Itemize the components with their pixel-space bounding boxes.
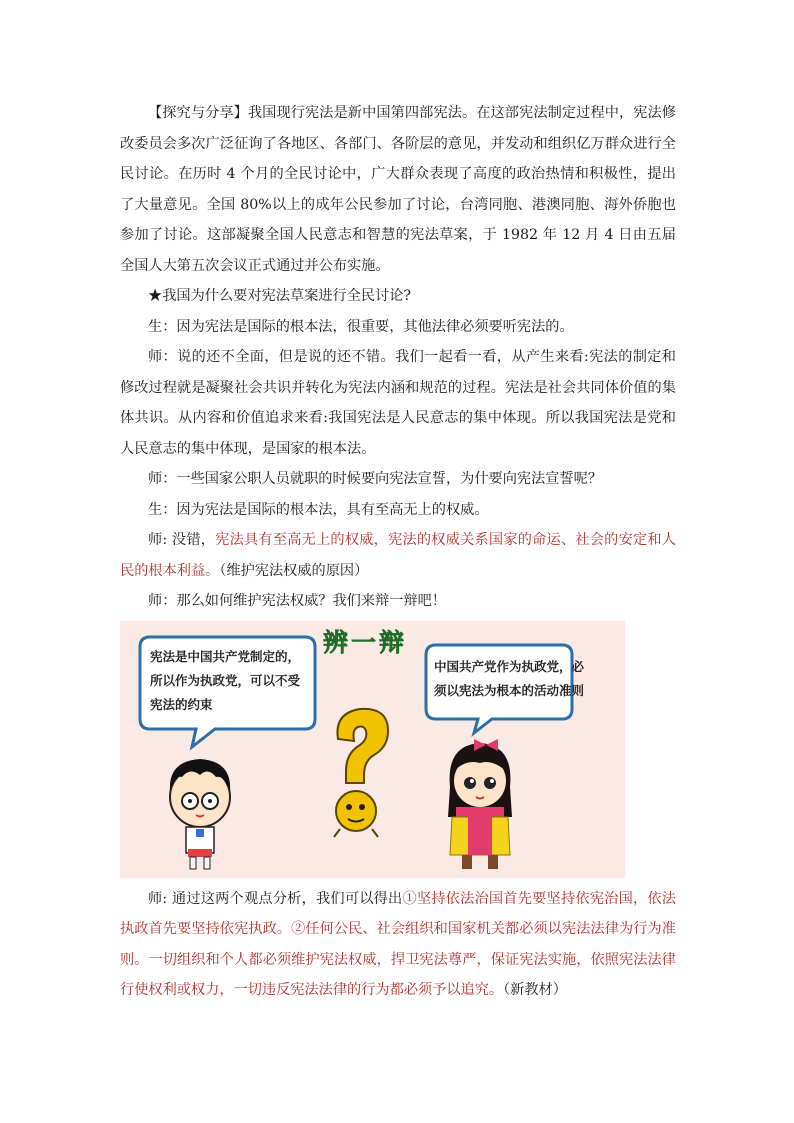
conclusion-prefix: 师: 通过这两个观点分析，我们可以得出 (148, 890, 403, 907)
highlight-authority: 宪法具有至高无上的权威，宪法的权威关系国家的命运、社会的安定和人民的根本利益。 (120, 532, 676, 579)
left-bubble-line-3: 宪法的约束 (150, 696, 213, 712)
teacher-question-3: 师：那么如何维护宪法权威？我们来辩一辩吧！ (148, 593, 446, 609)
boy-character (170, 759, 230, 869)
right-bubble-line-1: 中国共产党作为执政党，必 (434, 658, 585, 674)
paragraph-explore-share: 【探究与分享】我国现行宪法是新中国第四部宪法。在这部宪法制定过程中，宪法修改委员会多次广泛征询了各地区、各部门、各阶层的意见，并发动和组织亿万群众进行全民讨论。在历时 4 个月的全民讨论中，广大群众表现了高度的政治热情和积极性，提出了大量意见。全国 80%以上的成年公民参加了讨论，台湾同胞、港澳同胞、海外侨胞也参加了讨论。这部凝聚全国人民意志和智慧的宪法草案，于 1982 年 12 月 4 日由五届全国人大第五次会议正式通过并公布实施。 (120, 105, 676, 274)
left-bubble-text (150, 645, 300, 717)
left-bubble-line-1: 宪法是中国共产党制定的， (150, 648, 301, 664)
student-answer-1: 生：因为宪法是国际的根本法，很重要，其他法律必须要听宪法的。 (148, 318, 574, 335)
right-bubble-text (434, 655, 584, 703)
conclusion-highlight: ①坚持依法治国首先要坚持依宪治国，依法执政首先要坚持依宪执政。②任何公民、社会组织和国家机关都必须以宪法法律为行为准则。 (120, 890, 676, 968)
teacher-comment-1: 师：说的还不全面，但是说的还不错。我们一起看一看，从产生来看:宪法的制定和修改过程就是凝聚社会共识并转化为宪法内涵和规范的过程。宪法是社会共同体价值的集体共识。从内容和价值追求来看:我国宪法是人民意志的集中体现。所以我国宪法是党和人民意志的集中体现，是国家的根本法。 (120, 349, 676, 457)
student-answer-2: 生：因为宪法是国际的根本法，具有至高无上的权威。 (148, 501, 489, 518)
debate-illustration (120, 621, 625, 878)
girl-character (448, 739, 512, 869)
document-page (120, 98, 676, 1006)
teacher-comment-2 (120, 525, 676, 586)
left-bubble-line-2: 所以作为执政党，可以不受 (150, 672, 301, 688)
question-line: ★我国为什么要对宪法草案进行全民讨论? (148, 288, 411, 304)
right-bubble-line-2: 须以宪法为根本的活动准则 (434, 682, 585, 698)
teacher-question-2: 师：一些国家公职人员就职的时候要向宪法宣誓，为什要向宪法宣誓呢？ (148, 471, 603, 487)
teacher-prefix: 师: 没错， (148, 532, 216, 548)
teacher-conclusion (120, 884, 676, 1006)
reason-note: （维护宪法权威的原因） (219, 562, 369, 579)
new-textbook-note: （新教材） (503, 982, 567, 998)
conclusion-continued: 一切组织和个人都必须维护宪法权威，捍卫宪法尊严，保证宪法实施，依照宪法法律行使权利或权力，一切违反宪法法律的行为都必须予以追究。 (120, 951, 676, 998)
question-mark-icon (334, 708, 388, 836)
illustration-title: 辨一辩 (323, 627, 408, 657)
